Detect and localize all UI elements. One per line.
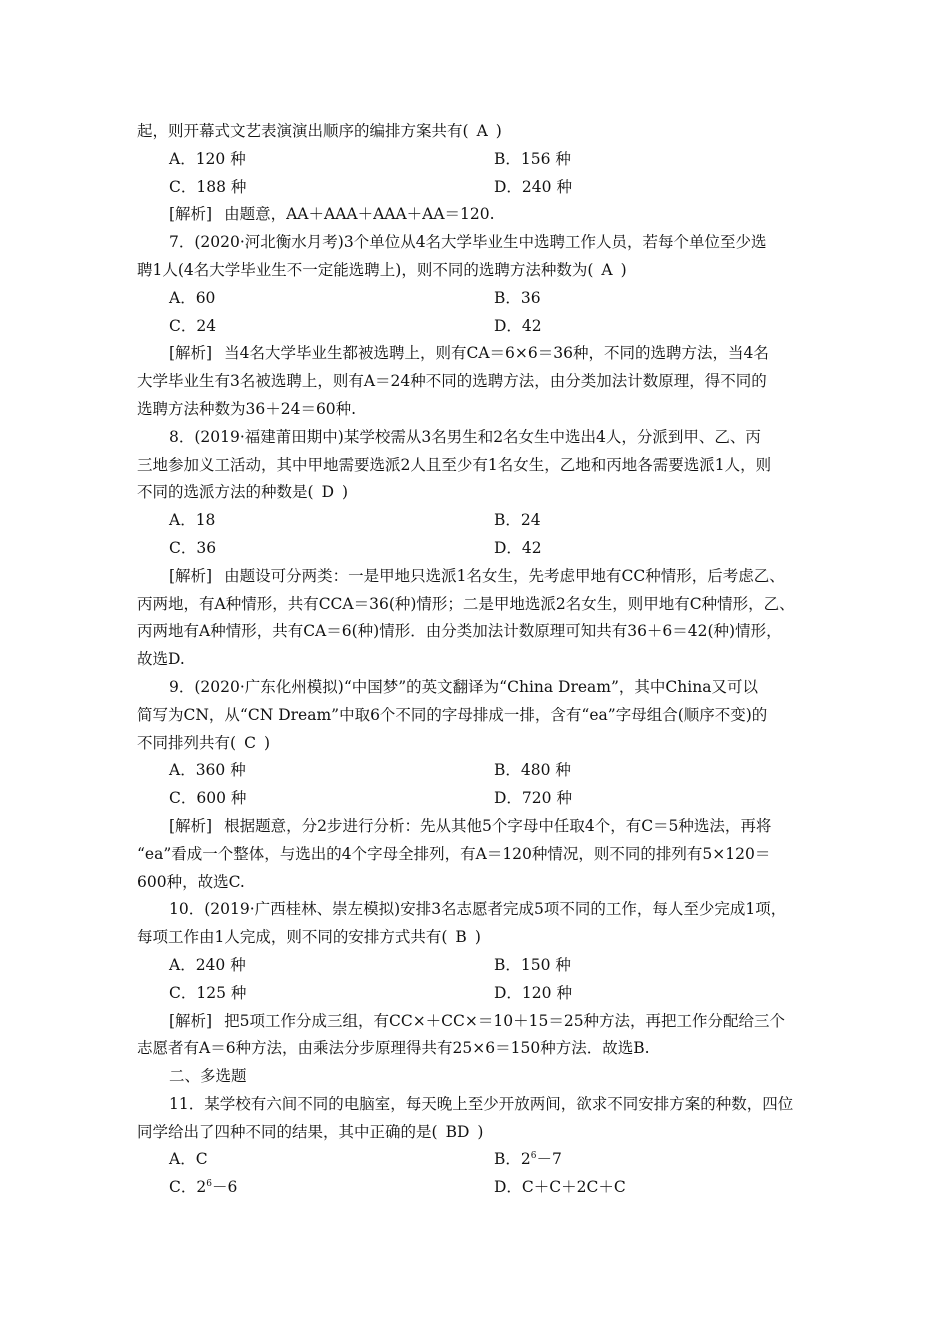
q7-analysis-line-2: 大学毕业生有3名被选聘上，则有A＝24种不同的选聘方法，由分类加法计数原理，得不同的 [137,372,767,391]
q7-option-d: D．42 [494,316,542,335]
q9-analysis-line-1: [解析] 根据题意，分2步进行分析：先从其他5个字母中任取4个，有C＝5种选法，再将 [137,813,827,841]
q7-stem-line-1: 7．(2020·河北衡水月考)3个单位从4名大学毕业生中选聘工作人员，若每个单位至少选 [169,233,767,252]
q11-options-row-2 [137,1174,827,1202]
q10-options-row-1 [137,952,827,980]
q9-stem-line-3: 不同排列共有( C ) [137,730,827,758]
q6-option-b: B．156 种 [494,149,571,168]
analysis-tag: [解析] [169,344,213,363]
q9-options-row-2 [137,785,827,813]
q11-option-a: A．C [169,1150,208,1169]
q10-analysis-line-2: 志愿者有A＝6种方法，由乘法分步原理得共有25×6＝150种方法．故选B. [137,1039,650,1058]
q8-option-c: C．36 [169,538,217,557]
q10-stem-line-2: 每项工作由1人完成，则不同的安排方式共有( B ) [137,924,827,952]
q9-stem-line-1: 9．(2020·广东化州模拟)“中国梦”的英文翻译为“China Dream”，其中China又可以 [169,677,758,696]
q9-options-row-1 [137,757,827,785]
q8-stem-line-3: 不同的选派方法的种数是( D ) [137,479,827,507]
q8-stem-line-2: 三地参加义工活动，其中甲地需要选派2人且至少有1名女生，乙地和丙地各需要选派1人，则 [137,455,772,474]
page-content [137,118,827,1202]
q9-stem-line-2: 简写为CN，从“CN Dream”中取6个不同的字母排成一排，含有“ea”字母组合(顺序不变)的 [137,705,768,724]
q9-analysis-line-2: “ea”看成一个整体，与选出的4个字母全排列，有A＝120种情况，则不同的排列有5×120＝ [137,844,771,863]
q11-stem-line-1: 11．某学校有六间不同的电脑室，每天晚上至少开放两间，欲求不同安排方案的种数，四位 [169,1094,794,1113]
analysis-tag: [解析] [169,1011,213,1030]
q9-analysis-line-3: 600种，故选C. [137,872,245,891]
q6-options-row-2 [137,174,827,202]
q10-answer: B [455,928,467,947]
q10-option-d: D．120 种 [494,983,572,1002]
q6-option-a: A．120 种 [169,149,246,168]
q7-options-row-1 [137,285,827,313]
q6-stem: 起，则开幕式文艺表演演出顺序的编排方案共有( A ) [137,118,827,146]
section-heading-multi-choice: 二、多选题 [169,1067,247,1086]
q6-options-row-1 [137,146,827,174]
q7-options-row-2 [137,313,827,341]
q7-stem-line-2: 聘1人(4名大学毕业生不一定能选聘上)，则不同的选聘方法种数为( A ) [137,257,827,285]
q10-analysis-line-1: [解析] 把5项工作分成三组，有CC×＋CC×＝10＋15＝25种方法，再把工作分配给三个 [137,1008,827,1036]
analysis-tag: [解析] [169,816,213,835]
q8-analysis-line-3: 丙两地有A种情形，共有CA＝6(种)情形．由分类加法计数原理可知共有36＋6＝42(种)情形， [137,622,782,641]
q8-options-row-1 [137,507,827,535]
q6-option-c: C．188 种 [169,177,247,196]
q11-stem-line-2: 同学给出了四种不同的结果，其中正确的是( BD ) [137,1119,827,1147]
q8-option-a: A．18 [169,511,216,530]
q8-analysis-line-4: 故选D. [137,650,185,669]
q8-option-d: D．42 [494,538,542,557]
q7-analysis-line-1: [解析] 当4名大学毕业生都被选聘上，则有CA＝6×6＝36种，不同的选聘方法，当4名 [137,340,827,368]
q8-option-b: B．24 [494,511,541,530]
q9-option-c: C．600 种 [169,789,247,808]
q11-option-c: C．$2^6-6$ [169,1178,238,1197]
q9-option-d: D．720 种 [494,789,572,808]
q7-option-c: C．24 [169,316,217,335]
q9-option-a: A．360 种 [169,761,246,780]
analysis-tag: [解析] [169,205,213,224]
q6-answer: A [476,122,488,140]
analysis-tag: [解析] [169,566,213,585]
q9-option-b: B．480 种 [494,761,571,780]
q8-stem-line-1: 8．(2019·福建莆田期中)某学校需从3名男生和2名女生中选出4人，分派到甲、乙、丙 [169,427,761,446]
q11-options-row-1 [137,1146,827,1174]
q9-answer: C [244,733,256,752]
q11-answer: BD [445,1122,470,1141]
q11-option-d: D．C＋C＋2C＋C [494,1178,626,1197]
q10-option-c: C．125 种 [169,983,247,1002]
q6-option-d: D．240 种 [494,177,572,196]
q8-analysis-line-2: 丙两地，有A种情形，共有CCA＝36(种)情形；二是甲地选派2名女生，则甲地有C种情形，乙、 [137,594,795,613]
q11-option-b: B．$2^6-7$ [494,1150,562,1169]
q10-option-a: A．240 种 [169,955,246,974]
q7-answer: A [601,260,613,279]
q10-options-row-2 [137,980,827,1008]
q6-analysis: [解析] 由题意，AA＋AAA＋AAA＋AA＝120. [137,201,827,229]
q7-option-a: A．60 [169,288,216,307]
q7-option-b: B．36 [494,288,541,307]
q10-stem-line-1: 10．(2019·广西桂林、崇左模拟)安排3名志愿者完成5项不同的工作，每人至少完成1项， [169,900,787,919]
q10-option-b: B．150 种 [494,955,571,974]
q8-analysis-line-1: [解析] 由题设可分两类：一是甲地只选派1名女生，先考虑甲地有CC种情形，后考虑乙、 [137,563,827,591]
q7-analysis-line-3: 选聘方法种数为36＋24＝60种. [137,399,357,418]
q8-answer: D [321,483,334,502]
q8-options-row-2 [137,535,827,563]
